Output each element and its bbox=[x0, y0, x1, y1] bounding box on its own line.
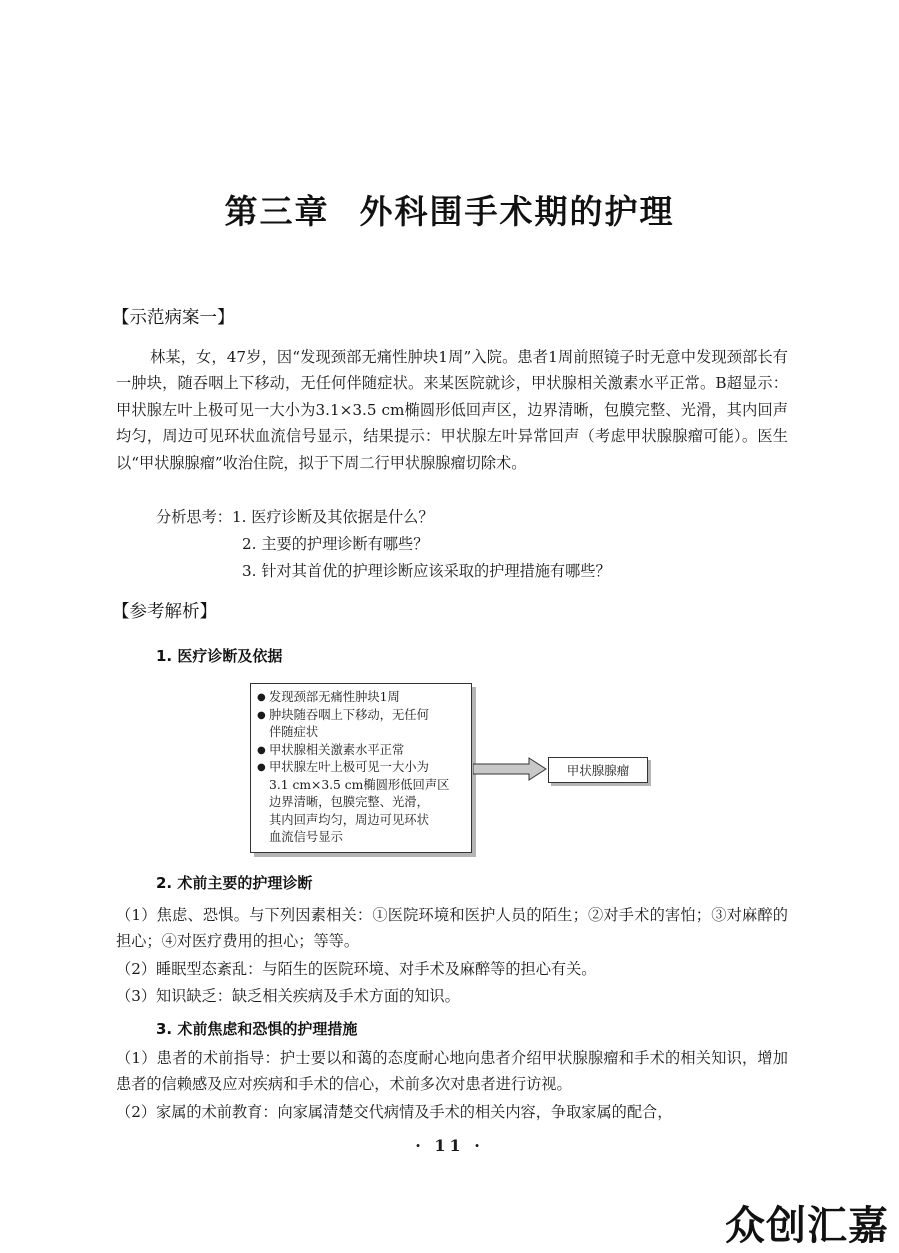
section-1-title: 1. 医疗诊断及依据 bbox=[156, 647, 283, 665]
section-3-title: 3. 术前焦虑和恐惧的护理措施 bbox=[156, 1020, 358, 1038]
diagnosis-diagram bbox=[250, 683, 650, 859]
bullet-icon: ● bbox=[257, 709, 266, 721]
bullet-icon: ● bbox=[257, 762, 266, 773]
evidence-item bbox=[257, 689, 467, 707]
evidence-item bbox=[257, 707, 467, 742]
evidence-text: 甲状腺左叶上极可见一大小为 3.1 cm×3.5 cm椭圆形低回声区 边界清晰，包膜完整、光滑， 其内回声均匀，周边可见环状 血流信号显示 bbox=[269, 760, 450, 844]
chapter-title bbox=[0, 186, 899, 233]
arrow-right-icon bbox=[473, 757, 547, 781]
evidence-text: 肿块随吞咽上下移动，无任何 伴随症状 bbox=[269, 707, 429, 739]
evidence-item bbox=[257, 759, 467, 847]
case-heading: 【示范病案一】 bbox=[112, 308, 235, 328]
evidence-item bbox=[257, 742, 467, 760]
question-2: 2. 主要的护理诊断有哪些？ bbox=[242, 535, 429, 553]
question-row-1 bbox=[156, 504, 434, 530]
analysis-heading: 【参考解析】 bbox=[112, 602, 217, 622]
question-label: 分析思考： bbox=[156, 508, 232, 526]
chapter-name: 外科围手术期的护理 bbox=[359, 192, 675, 231]
watermark-logo: 众创汇嘉 bbox=[725, 1203, 889, 1249]
section-2-title: 2. 术前主要的护理诊断 bbox=[156, 874, 313, 892]
evidence-text: 发现颈部无痛性肿块1周 bbox=[269, 690, 400, 704]
question-1: 1. 医疗诊断及其依据是什么？ bbox=[231, 508, 434, 526]
chapter-number: 第三章 bbox=[224, 192, 330, 231]
nursing-diagnosis-1: （1）焦虑、恐惧。与下列因素相关：①医院环境和医护人员的陌生；②对手术的害怕；③对麻醉的担心；④对医疗费用的担心；等等。 bbox=[116, 906, 788, 951]
nursing-diagnosis-3: （3）知识缺乏：缺乏相关疾病及手术方面的知识。 bbox=[116, 987, 460, 1005]
nursing-measure-1: （1）患者的术前指导：护士要以和蔼的态度耐心地向患者介绍甲状腺腺瘤和手术的相关知识，增加患者的信赖感及应对疾病和手术的信心，术前多次对患者进行访视。 bbox=[116, 1049, 788, 1094]
page-number: · 11 · bbox=[415, 1136, 484, 1155]
bullet-icon: ● bbox=[257, 744, 266, 756]
case-paragraph: 林某，女，47岁，因“发现颈部无痛性肿块1周”入院。患者1周前照镜子时无意中发现颈部长有一肿块，随吞咽上下移动，无任何伴随症状。来某医院就诊，甲状腺相关激素水平正常。B超显示：甲状腺左叶上极可见一大小为3.1×3.5 cm椭圆形低回声区，边界清晰，包膜完整、光滑，其内回声均匀，周边可见环状血流信号显示，结果提示：甲状腺左叶异常回声（考虑甲状腺腺瘤可能）。医生以“甲状腺腺瘤”收治住院，拟于下周二行甲状腺腺瘤切除术。 bbox=[116, 348, 788, 472]
question-3: 3. 针对其首优的护理诊断应该采取的护理措施有哪些？ bbox=[242, 562, 611, 580]
diagnosis-result: 甲状腺腺瘤 bbox=[548, 757, 648, 783]
evidence-box bbox=[250, 683, 472, 853]
nursing-diagnosis-2: （2）睡眠型态紊乱：与陌生的医院环境、对手术及麻醉等的担心有关。 bbox=[116, 960, 597, 978]
nursing-measure-2: （2）家属的术前教育：向家属清楚交代病情及手术的相关内容，争取家属的配合， bbox=[116, 1103, 673, 1121]
bullet-icon: ● bbox=[257, 692, 266, 703]
evidence-text: 甲状腺相关激素水平正常 bbox=[269, 742, 405, 757]
